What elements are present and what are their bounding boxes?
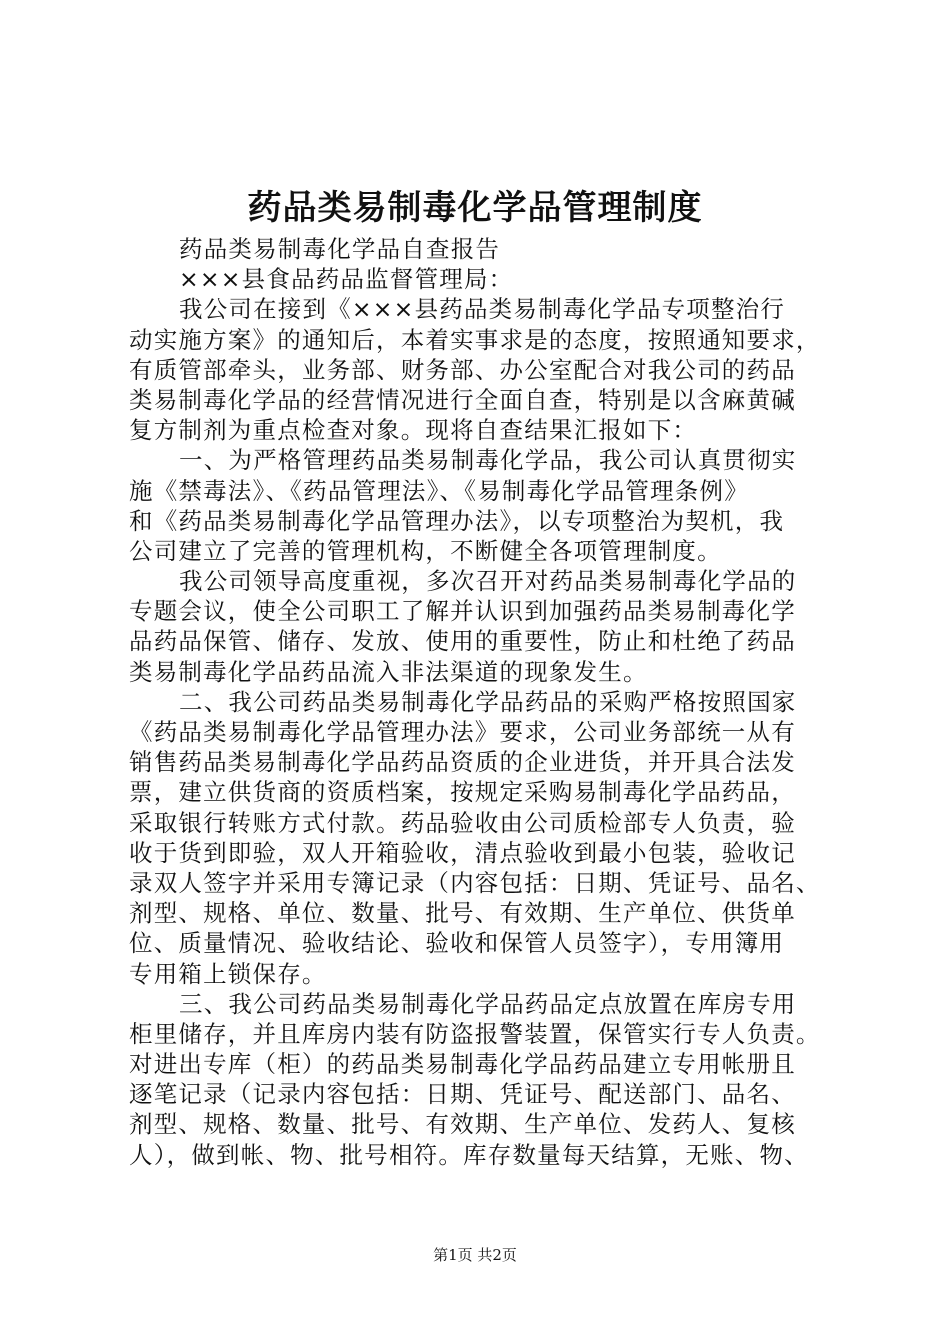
text-line: 票，建立供货商的资质档案，按规定采购易制毒化学品药品， <box>129 778 796 807</box>
text-line: 录双人签字并采用专簿记录（内容包括：日期、凭证号、品名、 <box>129 868 821 897</box>
text-line: 一、为严格管理药品类易制毒化学品，我公司认真贯彻实 <box>179 446 797 475</box>
text-line: 专题会议，使全公司职工了解并认识到加强药品类易制毒化学 <box>129 597 796 626</box>
text-line: 位、质量情况、验收结论、验收和保管人员签字），专用簿用 <box>129 929 785 958</box>
text-line: 品药品保管、储存、发放、使用的重要性，防止和杜绝了药品 <box>129 627 796 656</box>
text-line: 药品类易制毒化学品自查报告 <box>179 235 501 263</box>
text-line: 类易制毒化学品的经营情况进行全面自查，特别是以含麻黄碱 <box>129 385 796 414</box>
text-line: 我公司领导高度重视，多次召开对药品类易制毒化学品的 <box>179 567 797 596</box>
text-line: 采取银行转账方式付款。药品验收由公司质检部专人负责，验 <box>129 808 796 837</box>
text-line: 剂型、规格、单位、数量、批号、有效期、生产单位、供货单 <box>129 899 796 928</box>
text-line: 对进出专库（柜）的药品类易制毒化学品药品建立专用帐册且 <box>129 1050 796 1079</box>
text-line: 公司建立了完善的管理机构，不断健全各项管理制度。 <box>129 536 722 565</box>
text-line: 柜里储存，并且库房内装有防盗报警装置，保管实行专人负责。 <box>129 1019 821 1048</box>
page-footer: 第1页 共2页 <box>433 1246 517 1264</box>
text-line: 和《药品类易制毒化学品管理办法》，以专项整治为契机，我 <box>129 506 785 535</box>
text-line: 我公司在接到《×××县药品类易制毒化学品专项整治行 <box>179 295 786 324</box>
text-line: 销售药品类易制毒化学品药品资质的企业进货，并开具合法发 <box>129 748 796 777</box>
text-line: 施《禁毒法》、《药品管理法》、《易制毒化学品管理条例》 <box>129 476 749 505</box>
text-line: 复方制剂为重点检查对象。现将自查结果汇报如下： <box>129 416 698 445</box>
text-line: 动实施方案》的通知后，本着实事求是的态度，按照通知要求， <box>129 325 821 354</box>
text-line: 逐笔记录（记录内容包括：日期、凭证号、配送部门、品名、 <box>129 1080 796 1109</box>
text-line: ×××县食品药品监督管理局： <box>179 265 514 294</box>
text-line: 收于货到即验，双人开箱验收，清点验收到最小包装，验收记 <box>129 838 796 867</box>
text-line: 《药品类易制毒化学品管理办法》要求，公司业务部统一从有 <box>129 718 796 746</box>
text-line: 有质管部牵头，业务部、财务部、办公室配合对我公司的药品 <box>129 355 796 384</box>
document-body <box>129 234 839 1170</box>
text-line: 三、我公司药品类易制毒化学品药品定点放置在库房专用 <box>179 989 797 1018</box>
text-line: 专用箱上锁保存。 <box>129 959 327 988</box>
document-title: 药品类易制毒化学品管理制度 <box>247 188 703 228</box>
text-line: 人），做到帐、物、批号相符。库存数量每天结算，无账、物、 <box>129 1140 809 1169</box>
text-line: 剂型、规格、数量、批号、有效期、生产单位、发药人、复核 <box>129 1110 796 1139</box>
text-line: 二、我公司药品类易制毒化学品药品的采购严格按照国家 <box>179 687 797 716</box>
text-line: 类易制毒化学品药品流入非法渠道的现象发生。 <box>129 657 648 686</box>
